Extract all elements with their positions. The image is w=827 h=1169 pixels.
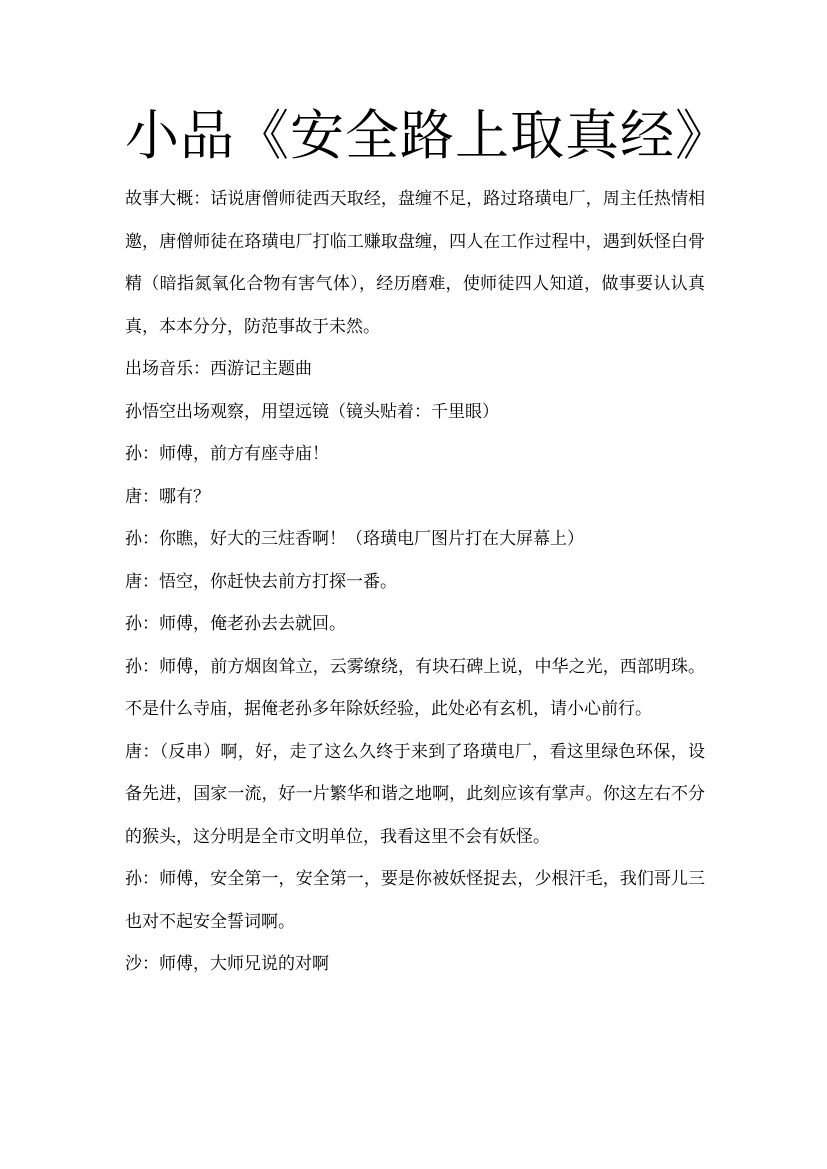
dialogue-line: 唐：悟空，你赶快去前方打探一番。	[125, 571, 397, 592]
stage-direction-paragraph: 孙悟空出场观察，用望远镜（镜头贴着：千里眼）	[125, 401, 499, 422]
dialogue-line: 沙：师傅，大师兄说的对啊	[125, 954, 329, 974]
page-title: 小品《安全路上取真经》	[125, 104, 730, 167]
dialogue-line: 孙：师傅，前方有座寺庙！	[125, 444, 329, 464]
story-summary-paragraph: 故事大概：话说唐僧师徒西天取经，盘缠不足，路过珞璜电厂，周主任热情相邀，唐僧师徒在珞璜电厂打临工赚取盘缠，四人在工作过程中，遇到妖怪白骨精（暗指氮氧化合物有害气体），经历磨难，使师徒四人知道，做事要认认真真，本本分分，防范事故于未然。	[125, 189, 705, 337]
music-paragraph: 出场音乐：西游记主题曲	[125, 359, 312, 379]
document-page	[125, 100, 730, 986]
dialogue-line: 孙：师傅，安全第一，安全第一，要是你被妖怪捉去，少根汗毛，我们哥儿三也对不起安全誓词啊。	[125, 869, 705, 932]
dialogue-line: 孙：师傅，前方烟囱耸立，云雾缭绕，有块石碑上说，中华之光，西部明珠。不是什么寺庙，据俺老孙多年除妖经验，此处必有玄机，请小心前行。	[125, 656, 705, 719]
dialogue-line: 孙：师傅，俺老孙去去就回。	[125, 614, 346, 634]
dialogue-line: 孙：你瞧，好大的三炷香啊！（珞璜电厂图片打在大屏幕上）	[125, 529, 584, 549]
dialogue-line: 唐：（反串）啊，好，走了这么久终于来到了珞璜电厂，看这里绿色环保，设备先进，国家一流，好一片繁华和谐之地啊，此刻应该有掌声。你这左右不分的猴头，这分明是全市文明单位，我看这里不会有妖怪。	[125, 741, 705, 847]
dialogue-line: 唐：哪有？	[125, 486, 210, 507]
